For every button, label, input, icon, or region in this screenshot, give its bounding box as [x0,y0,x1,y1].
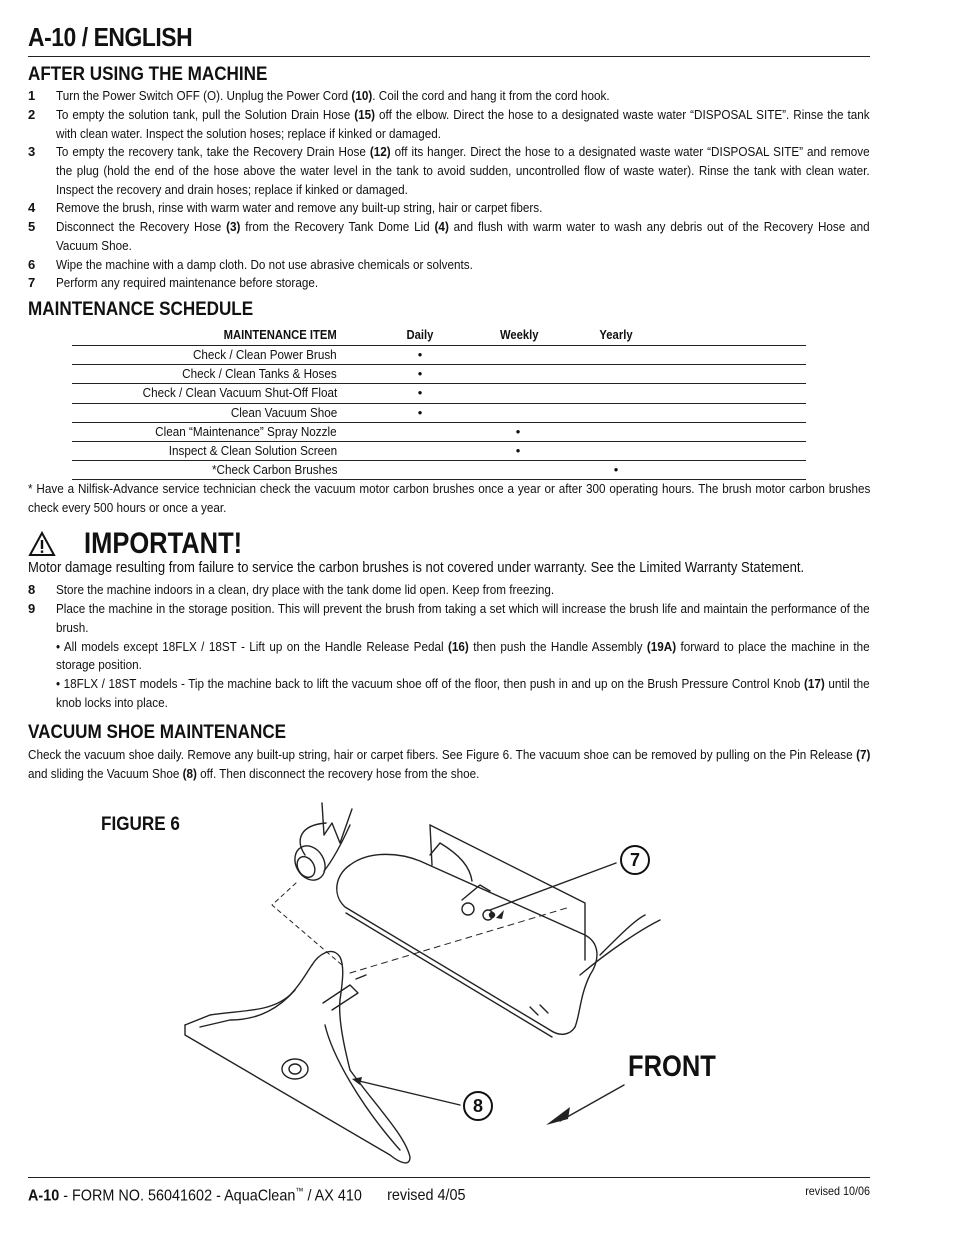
step-item [28,581,870,600]
bold-ref: (17) [803,676,825,692]
figure-label: FIGURE 6 [101,814,180,835]
bold-ref: (8) [182,765,197,781]
bold-ref: (12) [369,144,391,159]
step-number: 3 [28,144,36,159]
bold-ref: (16) [448,638,469,654]
maintenance-schedule-heading: MAINTENANCE SCHEDULE [28,299,254,320]
schedule-footnote: * Have a Nilfisk-Advance service technician check the vacuum motor carbon brushes once a year or after 300 operating hours. The brush motor carbon brushes check every 500 hours or once a year. [28,481,871,515]
important-heading: IMPORTANT! [84,527,243,560]
step-text [56,218,870,256]
text-run: Check the vacuum shoe daily. Remove any built-up string, hair or carpet fibers. See Figure 6. The vacuum shoe can be removed by pulling on the Pin Release [28,747,857,762]
warning-triangle-icon [28,530,56,558]
step-text [56,143,870,199]
callout-8: 8 [463,1091,493,1121]
text-run: • 18FLX / 18ST models - Tip the machine back to lift the vacuum shoe off of the floor, then push in and up on the Brush Pressure Control Knob [56,676,804,692]
footer-revised: revised 4/05 [387,1187,466,1205]
step-text [56,199,870,218]
weekly-mark: • [515,442,521,458]
footer-model: / AX 410 [303,1187,362,1205]
table-header [72,327,806,346]
daily-mark: • [417,347,423,362]
footer-page: A-10 [28,1187,60,1205]
weekly-mark: • [515,423,521,439]
schedule-item: Clean “Maintenance” Spray Nozzle [155,423,337,439]
schedule-item: Check / Clean Power Brush [193,347,337,362]
bold-ref: (19A) [646,638,677,654]
step-item [28,256,870,275]
yearly-mark: • [613,462,619,478]
vacuum-shoe-heading: VACUUM SHOE MAINTENANCE [28,722,287,743]
page-title: A-10 / ENGLISH [28,22,193,52]
step-number: 4 [28,200,36,215]
col-yearly: Yearly [599,328,633,342]
step-number: 1 [28,88,36,103]
schedule-item: *Check Carbon Brushes [211,462,337,478]
text-run: Store the machine indoors in a clean, dry place with the tank dome lid open. Keep from freezing. [56,582,555,597]
text-run: Perform any required maintenance before storage. [56,275,319,290]
daily-mark: • [417,404,423,420]
footer-revised-2: revised 10/06 [805,1184,870,1198]
step-item [28,143,870,199]
step-number: 6 [28,257,36,272]
step-text [56,274,870,293]
step-text [56,87,870,106]
daily-mark: • [417,385,423,401]
table-row [72,423,806,442]
step-number: 8 [28,582,36,597]
daily-mark: • [417,366,423,382]
text-run: Turn the Power Switch OFF (O). Unplug the Power Cord [56,88,352,103]
bold-ref: (4) [434,219,449,234]
schedule-item: Clean Vacuum Shoe [230,404,337,420]
text-run: until the knob locks into place. [56,676,870,710]
vacuum-shoe-text [28,746,870,784]
step-item [28,106,870,144]
col-weekly: Weekly [500,328,539,342]
text-run: and flush with warm water to wash any debris out of the Recovery Hose and Vacuum Shoe. [56,219,870,253]
text-run: To empty the recovery tank, take the Recovery Drain Hose [56,144,370,159]
step-text [56,600,870,713]
text-run: Disconnect the Recovery Hose [56,219,227,234]
table-body [72,346,806,480]
footer-form: - FORM NO. 56041602 - AquaClean [59,1187,296,1205]
table-row [72,346,806,365]
text-run: forward to place the machine in the storage position. [56,638,870,673]
step-text [56,256,870,275]
footer [28,1186,466,1205]
step-text [56,581,870,600]
step-item [28,274,870,293]
text-run: then push the Handle Assembly [468,638,647,654]
text-run: off. Then disconnect the recovery hose from the shoe. [196,765,480,781]
step-item [28,600,870,713]
col-daily: Daily [406,328,434,342]
table-row [72,365,806,384]
bold-ref: (3) [226,219,241,234]
schedule-item: Check / Clean Vacuum Shut-Off Float [142,385,337,401]
text-run: Place the machine in the storage position. This will prevent the brush from taking a set which will increase the brush life and maintain the performance of the brush. [56,601,870,635]
step-number: 2 [28,107,36,122]
bold-ref: (15) [354,107,376,122]
text-run: off its hanger. Direct the hose to a designated waste water “DISPOSAL SITE” and remove the plug (hold the end of the hose above the water level in the tank to avoid sudden, uncontrolled flow of waste water). Rinse the tank with clean water. Inspect the recovery and drain hoses; replace if kinked or damaged. [56,144,870,197]
text-run: To empty the solution tank, pull the Solution Drain Hose [56,107,355,122]
important-text: Motor damage resulting from failure to service the carbon brushes is not covered under warranty. See the Limited Warranty Statement. [28,560,805,576]
footer-rule [28,1177,870,1178]
maintenance-schedule-table [72,327,806,480]
text-run: Wipe the machine with a damp cloth. Do not use abrasive chemicals or solvents. [56,257,473,272]
text-run: and sliding the Vacuum Shoe [28,765,183,781]
table-row [72,404,806,423]
bold-ref: (10) [351,88,373,103]
text-run: Remove the brush, rinse with warm water and remove any built-up string, hair or carpet fibers. [56,200,543,215]
step-item [28,87,870,106]
front-label: FRONT [628,1050,716,1083]
footer-tm: ™ [295,1186,304,1196]
text-run: • All models except 18FLX / 18ST - Lift up on the Handle Release Pedal [56,638,449,654]
table-row [72,442,806,461]
schedule-item: Inspect & Clean Solution Screen [168,442,337,458]
important-banner [28,526,270,562]
text-run: . Coil the cord and hang it from the cord hook. [372,88,610,103]
bold-ref: (7) [856,747,871,762]
table-row [72,461,806,480]
step-number: 9 [28,601,36,616]
step-number: 7 [28,275,36,290]
after-using-heading: AFTER USING THE MACHINE [28,64,268,85]
col-maintenance-item: MAINTENANCE ITEM [223,328,337,342]
table-row [72,384,806,403]
step-number: 5 [28,219,36,234]
schedule-item: Check / Clean Tanks & Hoses [182,366,337,382]
text-run: from the Recovery Tank Dome Lid [240,219,435,234]
callout-7: 7 [620,845,650,875]
step-item [28,199,870,218]
text-run: off the elbow. Direct the hose to a designated waste water “DISPOSAL SITE”. Rinse the tank with clean water. Inspect the solution hoses; replace if kinked or damaged. [56,107,870,141]
step-text [56,106,870,144]
step-item [28,218,870,256]
header-rule [28,56,870,57]
